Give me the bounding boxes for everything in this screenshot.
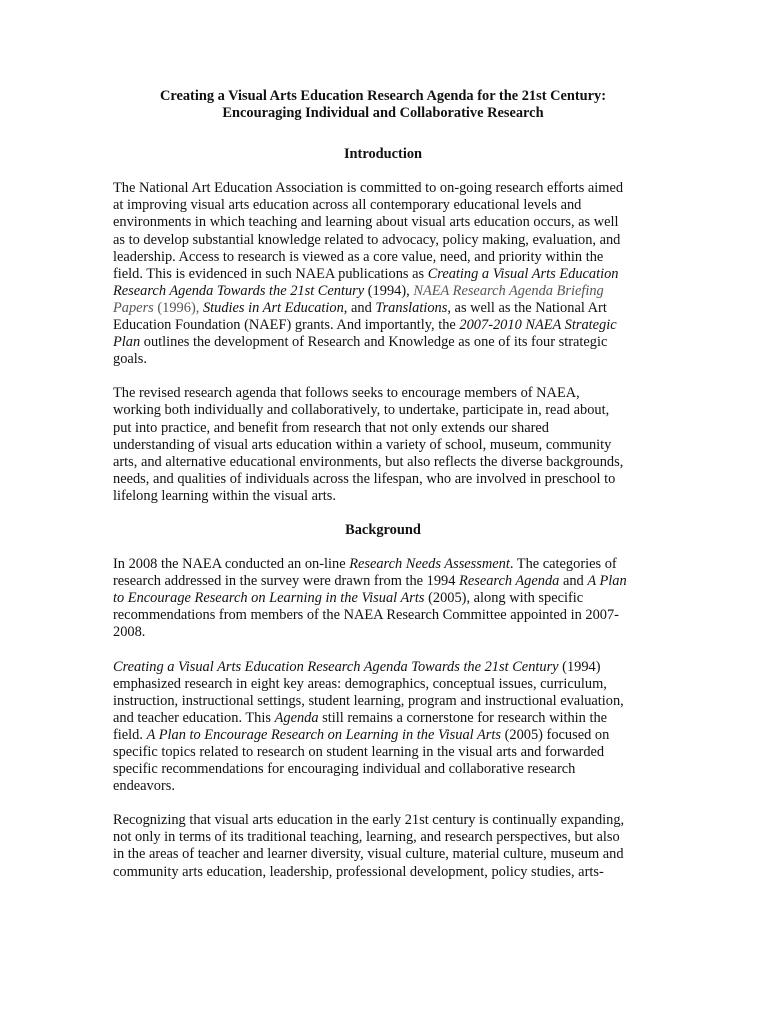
text-run: research addressed in the survey were drawn from the 1994 xyxy=(113,573,460,590)
text-line xyxy=(113,266,653,283)
publication-title: Plan xyxy=(113,334,141,351)
text-line: leadership. Access to research is viewed as a core value, need, and priority within the xyxy=(113,248,604,265)
text-line xyxy=(113,727,653,744)
paragraph-introduction-2 xyxy=(113,385,653,505)
publication-title: Research Agenda xyxy=(459,573,560,590)
text-line: working both individually and collaboratively, to undertake, participate in, read about, xyxy=(113,402,610,419)
paragraph-background-3 xyxy=(113,812,653,880)
document-body xyxy=(113,88,653,881)
text-line: recommendations from members of the NAEA Research Committee appointed in 2007- xyxy=(113,607,619,624)
text-line: 2008. xyxy=(113,624,146,641)
text-line: endeavors. xyxy=(113,778,175,795)
section-heading-introduction: Introduction xyxy=(343,146,423,163)
text-line: community arts education, leadership, professional development, policy studies, arts- xyxy=(113,863,604,880)
publication-title: 2007-2010 NAEA Strategic xyxy=(459,317,617,334)
text-run: (2005) focused on xyxy=(500,726,610,743)
text-line: specific topics related to research on student learning in the visual arts and forwarded xyxy=(113,744,605,760)
publication-title: Studies in Art Education xyxy=(202,299,344,316)
publication-title: NAEA Research Agenda Briefing xyxy=(413,282,604,299)
publication-title: Research Needs Assessment xyxy=(349,556,510,573)
text-run: , and xyxy=(343,299,376,316)
text-line: The revised research agenda that follows seeks to encourage members of NAEA, xyxy=(113,385,580,402)
text-line xyxy=(113,317,653,334)
text-line xyxy=(113,710,653,727)
document-title xyxy=(113,88,653,122)
text-run: (1994) xyxy=(558,658,601,675)
text-run: outlines the development of Research and Knowledge as one of its four strategic xyxy=(140,334,608,351)
text-line xyxy=(113,334,653,351)
text-line xyxy=(113,573,653,590)
text-run: In 2008 the NAEA conducted an on-line xyxy=(113,556,350,573)
text-run: Education Foundation (NAEF) grants. And importantly, the xyxy=(113,317,460,334)
text-run: and teacher education. This xyxy=(113,709,275,726)
text-line: instruction, instructional settings, student learning, program and instructional evaluation, xyxy=(113,692,624,709)
publication-title: Creating a Visual Arts Education Research Agenda Towards the 21st Century xyxy=(113,658,559,675)
publication-title: Translations xyxy=(375,299,448,316)
text-line: environments in which teaching and learning about visual arts education occurs, as well xyxy=(113,214,619,231)
publication-title: Creating a Visual Arts Education xyxy=(427,265,619,282)
paragraph-introduction-1 xyxy=(113,180,653,368)
text-line: as to develop substantial knowledge related to advocacy, policy making, evaluation, and xyxy=(113,231,621,248)
text-line: at improving visual arts education across all contemporary educational levels and xyxy=(113,197,582,214)
text-line: put into practice, and benefit from research that not only extends our shared xyxy=(113,419,549,436)
text-line xyxy=(113,659,653,676)
title-line: Encouraging Individual and Collaborative Research xyxy=(222,105,544,122)
paragraph-background-1 xyxy=(113,556,653,641)
text-line: lifelong learning within the visual arts. xyxy=(113,487,337,504)
text-line xyxy=(113,590,653,607)
text-run: (2005), along with specific xyxy=(424,590,584,607)
text-line: arts, and alternative educational environments, but also reflects the diverse backgrounds, xyxy=(113,453,624,470)
text-run: and xyxy=(559,573,588,590)
text-run: field. This is evidenced in such NAEA publications as xyxy=(113,265,428,282)
text-run: (1994), xyxy=(364,282,414,299)
text-line xyxy=(113,283,653,300)
text-line: not only in terms of its traditional teaching, learning, and research perspectives, but also xyxy=(113,829,620,846)
publication-title: Agenda xyxy=(274,709,319,726)
publication-title: A Plan to Encourage Research on Learning in the Visual Arts xyxy=(146,726,501,743)
text-run: field. xyxy=(113,726,147,743)
text-line: Recognizing that visual arts education in the early 21st century is continually expanding, xyxy=(113,812,625,829)
publication-title: to Encourage Research on Learning in the Visual Arts xyxy=(113,590,425,607)
text-line: goals. xyxy=(113,351,147,368)
text-line: emphasized research in eight key areas: demographics, conceptual issues, curriculum, xyxy=(113,675,607,692)
publication-title: A Plan xyxy=(587,573,627,590)
text-run: . The categories of xyxy=(509,556,617,573)
text-run: (1996), xyxy=(153,299,203,316)
text-line: understanding of visual arts education within a variety of school, museum, community xyxy=(113,436,612,453)
publication-title: Research Agenda Towards the 21st Century xyxy=(113,282,365,299)
text-run: still remains a cornerstone for research within the xyxy=(318,709,608,726)
section-heading-background: Background xyxy=(345,521,421,538)
text-line: in the areas of teacher and learner diversity, visual culture, material culture, museum and xyxy=(113,846,624,863)
text-line: The National Art Education Association is committed to on-going research efforts aimed xyxy=(113,180,624,197)
text-line: needs, and qualities of individuals across the lifespan, who are involved in preschool to xyxy=(113,470,616,487)
text-line xyxy=(113,300,653,317)
publication-title: Papers xyxy=(113,299,154,316)
text-line: specific recommendations for encouraging individual and collaborative research xyxy=(113,761,576,778)
text-run: , as well as the National Art xyxy=(447,299,607,316)
title-line: Creating a Visual Arts Education Research Agenda for the 21st Century: xyxy=(159,88,607,104)
text-line xyxy=(113,556,653,573)
paragraph-background-2 xyxy=(113,659,653,796)
